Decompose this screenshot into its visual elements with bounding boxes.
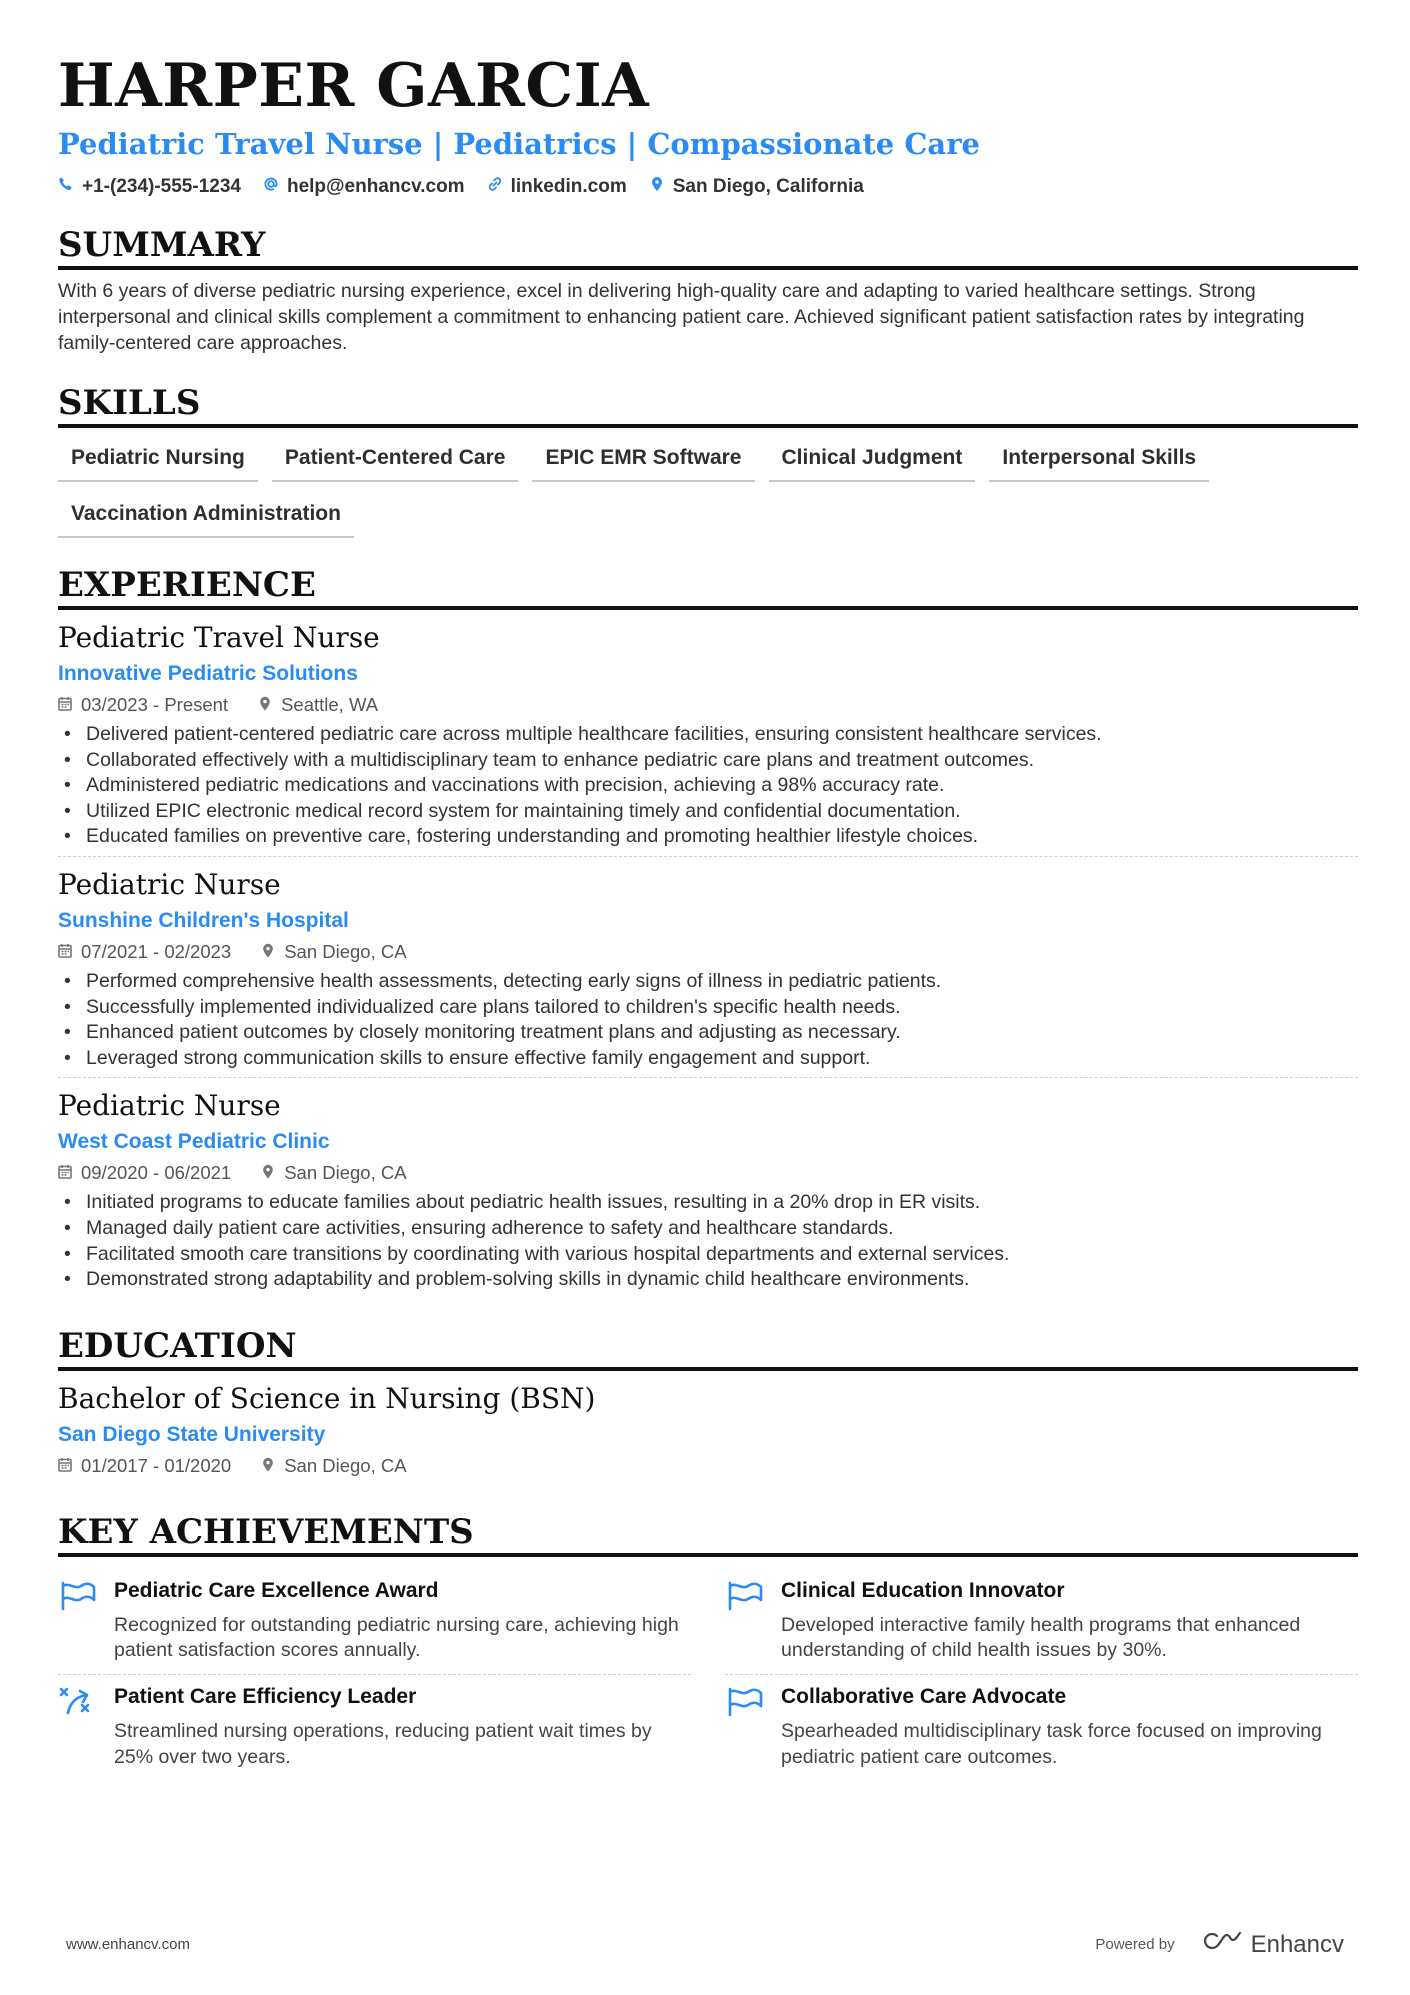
brand-name: Enhancv (1250, 1930, 1344, 1958)
location-pin-icon (261, 939, 275, 965)
phone-icon (58, 176, 74, 198)
achievements-grid (58, 1569, 1358, 1780)
job-location-text: Seattle, WA (281, 694, 379, 715)
achievement-item (58, 1675, 691, 1780)
contact-phone (58, 176, 241, 198)
achievement-desc: Developed interactive family health programs that enhanced understanding of child health issues by 30%. (781, 1613, 1301, 1662)
job-title: Pediatric Travel Nurse (58, 621, 380, 654)
achievements-section (58, 1511, 1358, 1780)
achievement-desc: Recognized for outstanding pediatric nursing care, achieving high patient satisfaction scores annually. (114, 1613, 679, 1662)
job-bullets (58, 969, 1358, 1071)
enhancv-logo-icon (1199, 1930, 1243, 1959)
achievement-content (114, 1577, 691, 1664)
education-location-text: San Diego, CA (284, 1454, 407, 1476)
job-meta (58, 939, 1358, 965)
bullet-item: • Demonstrated strong adaptability and problem-solving skills in dynamic child healthcare environments. (58, 1267, 1358, 1293)
footer-branding (1095, 1930, 1344, 1959)
achievement-item (58, 1569, 691, 1675)
skills-section (58, 382, 1358, 538)
job-title: Pediatric Nurse (58, 867, 281, 901)
calendar-icon (58, 692, 72, 718)
job-entry (58, 620, 1358, 856)
powered-by-text: Powered by (1095, 1936, 1175, 1953)
footer-url[interactable]: www.enhancv.com (66, 1936, 190, 1953)
job-dates-text: 09/2020 - 06/2021 (81, 1162, 232, 1184)
job-entry (58, 1077, 1358, 1298)
job-dates-text: 07/2021 - 02/2023 (81, 940, 232, 962)
skill-tag: Vaccination Administration (58, 496, 354, 538)
school-name: San Diego State University (58, 1422, 326, 1446)
bullet-item: • Successfully implemented individualized care plans tailored to children's specific health needs. (58, 995, 1358, 1021)
achievement-title: Clinical Education Innovator (781, 1578, 1065, 1602)
company-name: Innovative Pediatric Solutions (58, 662, 358, 685)
bullet-item: • Performed comprehensive health assessments, detecting early signs of illness in pediatric patients. (58, 969, 1358, 995)
flag-icon (725, 1577, 765, 1664)
achievement-content (781, 1683, 1358, 1770)
location-pin-icon (258, 692, 272, 718)
link-icon (487, 176, 503, 198)
job-meta (58, 692, 1358, 718)
location-pin-icon (649, 176, 665, 198)
skills-list (58, 440, 1358, 538)
job-location (261, 1160, 406, 1186)
job-dates (58, 1160, 231, 1186)
page-footer (66, 1930, 1344, 1959)
achievement-item (725, 1675, 1358, 1780)
achievement-content (114, 1683, 691, 1770)
location-pin-icon (261, 1160, 275, 1186)
contact-location (649, 176, 864, 198)
flag-icon (58, 1577, 98, 1664)
bullet-item: • Facilitated smooth care transitions by coordinating with various hospital departments and external services. (58, 1242, 1358, 1268)
job-location (261, 939, 406, 965)
skill-tag: EPIC EMR Software (532, 440, 754, 482)
calendar-icon (58, 1160, 72, 1186)
bullet-item: • Initiated programs to educate families about pediatric health issues, resulting in a 20% drop in ER visits. (58, 1190, 1358, 1216)
skills-title: SKILLS (58, 382, 1358, 428)
degree-title: Bachelor of Science in Nursing (BSN) (58, 1381, 596, 1415)
bullet-item: • Educated families on preventive care, fostering understanding and promoting healthier lifestyle choices. (58, 824, 1358, 850)
education-dates (58, 1453, 231, 1479)
job-location-text: San Diego, CA (284, 940, 407, 962)
education-section (58, 1325, 1358, 1485)
achievement-title: Patient Care Efficiency Leader (114, 1684, 417, 1708)
linkedin-text: linkedin.com (510, 176, 627, 197)
summary-section (58, 224, 1358, 356)
flag-icon (725, 1683, 765, 1770)
brand-logo[interactable] (1199, 1930, 1344, 1959)
location-text: San Diego, California (672, 176, 864, 197)
summary-title: SUMMARY (58, 224, 1358, 270)
location-pin-icon (261, 1453, 275, 1479)
bullet-item: • Utilized EPIC electronic medical record system for maintaining timely and confidential documentation. (58, 799, 1358, 825)
job-bullets (58, 722, 1358, 850)
job-bullets (58, 1190, 1358, 1292)
skill-tag: Clinical Judgment (769, 440, 976, 482)
phone-text: +1-(234)-555-1234 (82, 176, 241, 197)
at-icon (263, 176, 279, 198)
job-location (258, 692, 378, 718)
bullet-item: • Enhanced patient outcomes by closely monitoring treatment plans and adjusting as necessary. (58, 1020, 1358, 1046)
skill-tag: Interpersonal Skills (989, 440, 1209, 482)
candidate-name: HARPER GARCIA (58, 51, 650, 121)
email-text: help@enhancv.com (286, 176, 465, 197)
skill-tag: Pediatric Nursing (58, 440, 258, 482)
bullet-item: • Leveraged strong communication skills to ensure effective family engagement and support. (58, 1046, 1358, 1072)
job-meta (58, 1160, 1358, 1186)
bullet-item: • Administered pediatric medications and vaccinations with precision, achieving a 98% accuracy rate. (58, 773, 1358, 799)
calendar-icon (58, 1453, 72, 1479)
job-location-text: San Diego, CA (284, 1162, 407, 1184)
job-entry (58, 856, 1358, 1077)
bullet-item: • Managed daily patient care activities, ensuring adherence to safety and healthcare standards. (58, 1216, 1358, 1242)
achievement-item (725, 1569, 1358, 1675)
achievement-title: Pediatric Care Excellence Award (114, 1578, 439, 1602)
education-dates-text: 01/2017 - 01/2020 (81, 1454, 232, 1476)
contact-linkedin[interactable] (487, 176, 627, 198)
achievement-content (781, 1577, 1358, 1664)
job-title: Pediatric Nurse (58, 1089, 281, 1123)
job-dates (58, 692, 228, 718)
job-dates-text: 03/2023 - Present (81, 694, 229, 715)
education-entry (58, 1381, 1358, 1485)
education-title: EDUCATION (58, 1325, 1358, 1371)
summary-text: With 6 years of diverse pediatric nursing experience, excel in delivering high-quality care and adapting to varied healthcare settings. Strong interpersonal and clinical skills complement a commitment to enhancing patient care. Achieved significant patient satisfaction rates by integrating family-centered care approaches. (58, 280, 1305, 354)
candidate-headline: Pediatric Travel Nurse | Pediatrics | Compassionate Care (58, 127, 980, 161)
experience-title: EXPERIENCE (58, 564, 1358, 610)
skill-tag: Patient-Centered Care (272, 440, 519, 482)
contact-bar (58, 176, 1358, 198)
company-name: West Coast Pediatric Clinic (58, 1130, 330, 1154)
job-dates (58, 939, 231, 965)
contact-email[interactable] (263, 176, 465, 198)
bullet-item: • Collaborated effectively with a multidisciplinary team to enhance pediatric care plans and treatment outcomes. (58, 748, 1358, 774)
resume-header (58, 50, 1358, 198)
achievements-title: KEY ACHIEVEMENTS (58, 1511, 1358, 1557)
achievement-title: Collaborative Care Advocate (781, 1684, 1067, 1708)
company-name: Sunshine Children's Hospital (58, 908, 349, 932)
education-meta (58, 1453, 1358, 1479)
achievement-desc: Streamlined nursing operations, reducing patient wait times by 25% over two years. (114, 1719, 652, 1768)
experience-section (58, 564, 1358, 1299)
education-location (261, 1453, 406, 1479)
strategy-icon (58, 1683, 98, 1770)
bullet-item: • Delivered patient-centered pediatric care across multiple healthcare facilities, ensuring consistent healthcare services. (58, 722, 1358, 748)
achievement-desc: Spearheaded multidisciplinary task force focused on improving pediatric patient care outcomes. (781, 1719, 1322, 1768)
calendar-icon (58, 939, 72, 965)
